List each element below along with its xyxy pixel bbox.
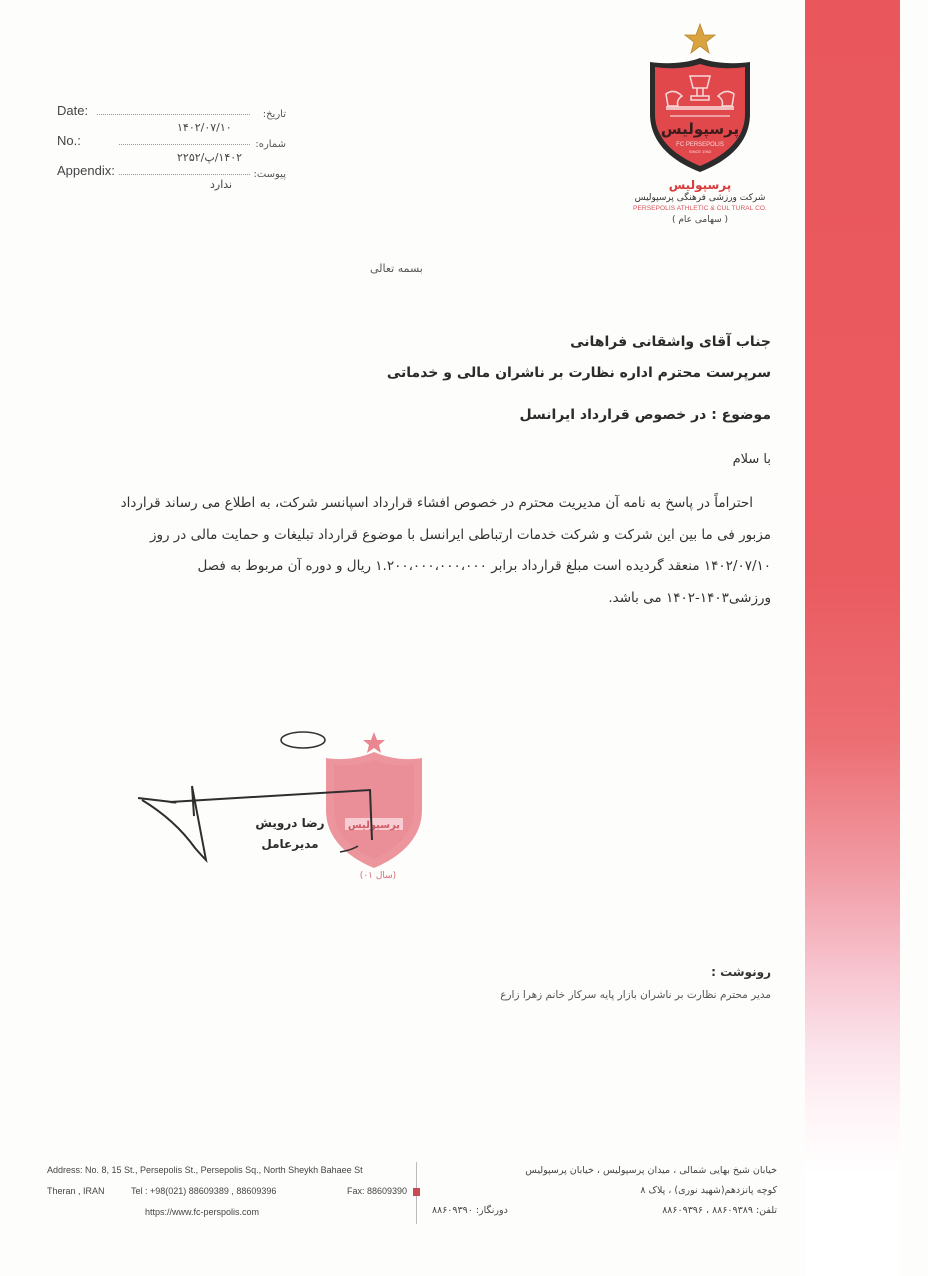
gold-star-icon — [683, 22, 717, 56]
svg-text:(سال ۰۱): (سال ۰۱) — [359, 871, 397, 881]
svg-text:SINCE 1963: SINCE 1963 — [688, 149, 712, 154]
footer-address-en: Address: No. 8, 15 St., Persepolis St., Persepolis Sq., North Sheykh Bahaee St — [47, 1165, 363, 1175]
footer-website-link[interactable]: https://www.fc-perspolis.com — [145, 1207, 260, 1217]
footer-contact-fa-row — [432, 1205, 777, 1225]
date-row — [57, 90, 286, 120]
addressee-title: سرپرست محترم اداره نظارت بر ناشران مالی و خدماتی — [386, 365, 771, 381]
cc-recipient: مدیر محترم نظارت بر ناشران بازار پایه سرکار خانم زهرا زارع — [500, 989, 771, 1001]
date-value: ۱۴۰۲/۰۷/۱۰ — [177, 121, 232, 134]
signatory-title: مدیرعامل — [261, 837, 319, 851]
greeting: با سلام — [732, 452, 771, 467]
footer-tel-fa: تلفن: ۸۸۶۰۹۳۸۹ ، ۸۸۶۰۹۳۹۶ — [662, 1205, 777, 1216]
body-line: احتراماً در پاسخ به نامه آن مدیریت محترم در خصوص افشاء قرارداد اسپانسر شرکت، به اطلاع می رساند قرارداد — [120, 495, 753, 511]
footer-address-fa-row — [432, 1185, 777, 1205]
body-line: ورزشی۱۴۰۳-۱۴۰۲ می باشد. — [608, 589, 771, 606]
footer-tel-en: Tel : +98(021) 88609389 , 88609396 — [131, 1186, 277, 1196]
footer-fax-fa: دورنگار: ۸۸۶۰۹۳۹۰ — [432, 1205, 508, 1216]
svg-text:پرسپولیس: پرسپولیس — [347, 820, 401, 831]
signature-block — [130, 720, 450, 900]
letter-subject: موضوع : در خصوص قرارداد ایرانسل — [519, 407, 771, 423]
footer-red-marker — [413, 1188, 420, 1196]
company-logo — [610, 22, 790, 225]
footer-address-fa-row — [432, 1165, 777, 1185]
appendix-label-en: Appendix: — [57, 163, 115, 178]
footer-address-fa-2: کوچه پانزدهم(شهید نوری) ، پلاک ۸ — [640, 1185, 777, 1196]
company-full-name-fa: شرکت ورزشی فرهنگی پرسپولیس — [634, 193, 766, 203]
body-line: مزبور فی ما بین این شرکت و شرکت خدمات ارتباطی ایرانسل با موضوع قرارداد تبلیغات و حمایت مالی در روز — [149, 526, 771, 543]
handwritten-signature-icon — [130, 720, 450, 900]
appendix-value: ندارد — [210, 178, 233, 191]
signatory-name: رضا درویش — [255, 816, 325, 830]
dotted-line — [119, 144, 250, 145]
letter-body — [62, 488, 771, 614]
footer-persian — [432, 1165, 777, 1225]
footer-address-row — [47, 1165, 407, 1186]
date-label-fa: تاریخ: — [262, 109, 286, 120]
decorative-red-stripe — [805, 0, 900, 1276]
company-name-fa: پرسپولیس — [668, 178, 732, 192]
number-value: ۱۴۰۲/پ/۲۲۵۲ — [177, 151, 243, 164]
bismillah-heading: بسمه تعالی — [370, 262, 423, 275]
addressee-name: جناب آقای واشقانی فراهانی — [570, 334, 771, 350]
company-type-fa: ( سهامی عام ) — [671, 215, 729, 225]
cc-label: رونوشت : — [711, 965, 771, 979]
date-label-en: Date: — [57, 103, 89, 118]
footer-contact-row — [47, 1186, 407, 1207]
number-label-en: No.: — [57, 133, 81, 148]
persepolis-fc-crest-icon — [644, 54, 756, 174]
svg-text:پرسپولیس: پرسپولیس — [660, 120, 740, 138]
company-full-name-en: PERSEPOLIS ATHLETIC & CUL TURAL CO. — [633, 205, 767, 212]
number-label-fa: شماره: — [255, 139, 286, 150]
footer-address-fa-1: خیابان شیخ بهایی شمالی ، میدان پرسپولیس ، خیابان پرسپولیس — [525, 1165, 777, 1176]
appendix-row — [57, 150, 286, 180]
footer-fax-en: Fax: 88609390 — [346, 1186, 407, 1196]
letter-meta — [57, 90, 286, 180]
footer-english — [47, 1165, 407, 1228]
footer-city: Theran , IRAN — [47, 1186, 105, 1196]
dotted-line — [119, 174, 250, 175]
footer-web-row — [47, 1207, 407, 1228]
svg-text:FC PERSEPOLIS: FC PERSEPOLIS — [676, 142, 724, 148]
body-line: ۱۴۰۲/۰۷/۱۰ منعقد گردیده است مبلغ قرارداد برابر ۱.۲۰۰،۰۰۰،۰۰۰،۰۰۰ ریال و دوره آن مربوط به فصل — [197, 558, 771, 574]
dotted-line — [97, 114, 250, 115]
number-row — [57, 120, 286, 150]
appendix-label-fa: پیوست: — [253, 169, 286, 180]
